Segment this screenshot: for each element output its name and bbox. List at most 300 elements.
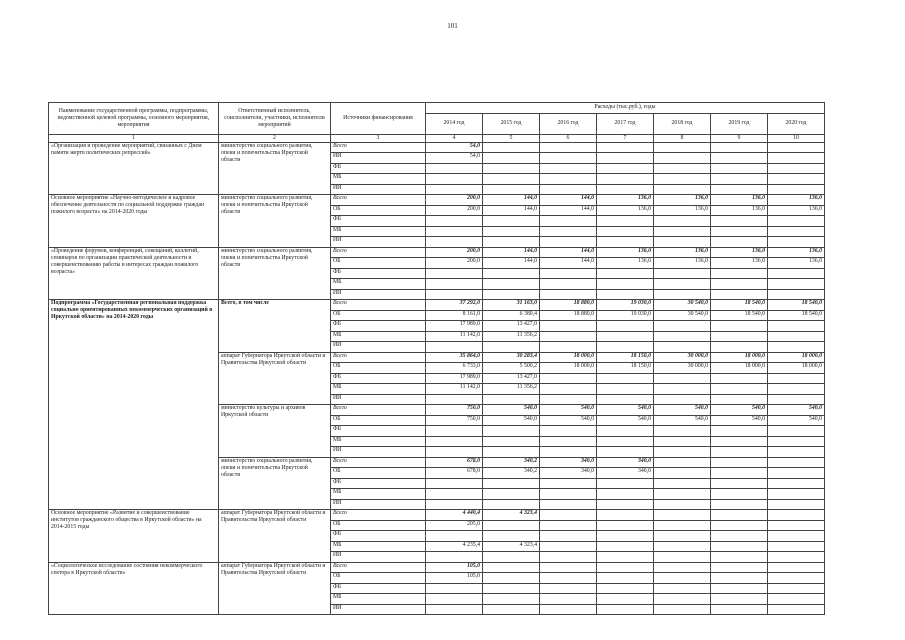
- amount-cell: 6 380,4: [483, 310, 540, 321]
- amount-cell: 144,0: [540, 247, 597, 258]
- amount-cell: [540, 478, 597, 489]
- amount-cell: [597, 394, 654, 405]
- table-row: [49, 510, 825, 521]
- amount-cell: 678,0: [426, 468, 483, 479]
- header-year: 2019 год: [711, 113, 768, 134]
- amount-cell: [483, 436, 540, 447]
- amount-cell: 18 150,0: [597, 363, 654, 374]
- amount-cell: [768, 468, 825, 479]
- amount-cell: [711, 289, 768, 300]
- header-expenses: Расходы (тыс.руб.), годы: [426, 103, 825, 114]
- amount-cell: [483, 499, 540, 510]
- amount-cell: 205,0: [426, 520, 483, 531]
- amount-cell: 18 540,0: [768, 310, 825, 321]
- amount-cell: [768, 489, 825, 500]
- amount-cell: 540,0: [768, 415, 825, 426]
- amount-cell: [711, 510, 768, 521]
- funding-source-cell: Всего: [331, 195, 426, 206]
- amount-cell: [540, 331, 597, 342]
- amount-cell: [654, 447, 711, 458]
- funding-source-cell: ФБ: [331, 216, 426, 227]
- amount-cell: [768, 520, 825, 531]
- amount-cell: [426, 237, 483, 248]
- executor-cell: аппарат Губернатора Иркутской области и Правительства Иркутской области: [219, 352, 331, 405]
- funding-source-cell: ОБ: [331, 520, 426, 531]
- amount-cell: [711, 279, 768, 290]
- amount-cell: [654, 163, 711, 174]
- amount-cell: 540,0: [654, 405, 711, 416]
- amount-cell: [483, 604, 540, 615]
- amount-cell: 4 440,4: [426, 510, 483, 521]
- funding-source-cell: ФБ: [331, 426, 426, 437]
- amount-cell: 750,0: [426, 415, 483, 426]
- amount-cell: [654, 436, 711, 447]
- amount-cell: [597, 583, 654, 594]
- amount-cell: [597, 510, 654, 521]
- amount-cell: 340,2: [483, 457, 540, 468]
- amount-cell: 18 000,0: [711, 352, 768, 363]
- funding-source-cell: ИИ: [331, 604, 426, 615]
- column-index: 8: [654, 134, 711, 142]
- amount-cell: [426, 447, 483, 458]
- amount-cell: [654, 573, 711, 584]
- amount-cell: 144,0: [483, 258, 540, 269]
- header-source: Источники финансирования: [331, 103, 426, 135]
- amount-cell: [483, 279, 540, 290]
- header-executor: Ответственный исполнитель, соисполнители, участники, исполнители мероприятий: [219, 103, 331, 135]
- executor-cell: аппарат Губернатора Иркутской области и Правительства Иркутской области: [219, 510, 331, 563]
- amount-cell: [711, 541, 768, 552]
- program-name-cell: «Проведение форумов, конференций, совещаний, коллегий, семинаров по организации практической деятельности и совершенствованию работы в интересах граждан пожилого возраста»: [49, 247, 219, 300]
- executor-cell: министерство социального развития, опеки и попечительства Иркутской области: [219, 457, 331, 510]
- amount-cell: [426, 604, 483, 615]
- table-body: [49, 142, 825, 615]
- amount-cell: [483, 268, 540, 279]
- amount-cell: 144,0: [540, 195, 597, 206]
- funding-source-cell: МБ: [331, 279, 426, 290]
- amount-cell: [711, 153, 768, 164]
- amount-cell: 54,0: [426, 142, 483, 153]
- amount-cell: [483, 552, 540, 563]
- funding-source-cell: Всего: [331, 510, 426, 521]
- amount-cell: 136,0: [654, 205, 711, 216]
- amount-cell: [654, 373, 711, 384]
- amount-cell: [654, 468, 711, 479]
- program-name-cell: «Социологическое исследование состояния некоммерческого сектора в Иркутской области»: [49, 562, 219, 615]
- funding-source-cell: ИИ: [331, 184, 426, 195]
- amount-cell: [711, 436, 768, 447]
- amount-cell: [426, 174, 483, 185]
- executor-cell: министерство социального развития, опеки и попечительства Иркутской области: [219, 195, 331, 248]
- amount-cell: [483, 342, 540, 353]
- budget-table: [48, 102, 825, 615]
- amount-cell: 18 540,0: [711, 300, 768, 311]
- amount-cell: [654, 541, 711, 552]
- amount-cell: [711, 226, 768, 237]
- funding-source-cell: ОБ: [331, 363, 426, 374]
- amount-cell: [540, 594, 597, 605]
- funding-source-cell: МБ: [331, 436, 426, 447]
- funding-source-cell: ОБ: [331, 205, 426, 216]
- amount-cell: [540, 163, 597, 174]
- amount-cell: [768, 394, 825, 405]
- amount-cell: [768, 510, 825, 521]
- amount-cell: [768, 426, 825, 437]
- amount-cell: [711, 426, 768, 437]
- amount-cell: [426, 478, 483, 489]
- amount-cell: [540, 174, 597, 185]
- amount-cell: [711, 573, 768, 584]
- amount-cell: 4 323,4: [483, 541, 540, 552]
- amount-cell: 750,0: [426, 405, 483, 416]
- amount-cell: 136,0: [597, 205, 654, 216]
- amount-cell: [597, 573, 654, 584]
- table-row: [49, 247, 825, 258]
- amount-cell: [654, 289, 711, 300]
- amount-cell: [597, 226, 654, 237]
- amount-cell: [597, 541, 654, 552]
- amount-cell: [654, 426, 711, 437]
- amount-cell: [768, 321, 825, 332]
- amount-cell: [483, 573, 540, 584]
- funding-source-cell: ИИ: [331, 394, 426, 405]
- amount-cell: 30 540,0: [654, 300, 711, 311]
- amount-cell: 8 161,0: [426, 310, 483, 321]
- amount-cell: 678,0: [426, 457, 483, 468]
- funding-source-cell: ОБ: [331, 468, 426, 479]
- amount-cell: [711, 489, 768, 500]
- amount-cell: [768, 331, 825, 342]
- amount-cell: [654, 562, 711, 573]
- amount-cell: 144,0: [483, 195, 540, 206]
- amount-cell: [483, 583, 540, 594]
- amount-cell: [654, 174, 711, 185]
- column-index: 4: [426, 134, 483, 142]
- funding-source-cell: Всего: [331, 457, 426, 468]
- amount-cell: [654, 226, 711, 237]
- amount-cell: [426, 499, 483, 510]
- funding-source-cell: Всего: [331, 247, 426, 258]
- program-name-cell: Основное мероприятие «Научно-методическое и кадровое обеспечение деятельности по социальной поддержке граждан пожилого возраста» на 2014-2020 годы: [49, 195, 219, 248]
- funding-source-cell: Всего: [331, 142, 426, 153]
- amount-cell: [654, 268, 711, 279]
- funding-source-cell: ФБ: [331, 163, 426, 174]
- amount-cell: 144,0: [540, 205, 597, 216]
- amount-cell: [597, 384, 654, 395]
- amount-cell: [711, 499, 768, 510]
- amount-cell: 105,0: [426, 573, 483, 584]
- amount-cell: [597, 489, 654, 500]
- amount-cell: [711, 478, 768, 489]
- amount-cell: [540, 394, 597, 405]
- amount-cell: 540,0: [540, 415, 597, 426]
- amount-cell: [597, 373, 654, 384]
- table-row: [49, 562, 825, 573]
- funding-source-cell: ФБ: [331, 321, 426, 332]
- funding-source-cell: ИИ: [331, 342, 426, 353]
- amount-cell: 18 000,0: [768, 363, 825, 374]
- amount-cell: [597, 321, 654, 332]
- amount-cell: [483, 163, 540, 174]
- amount-cell: [540, 384, 597, 395]
- amount-cell: [540, 510, 597, 521]
- amount-cell: [597, 163, 654, 174]
- amount-cell: [540, 342, 597, 353]
- header-year: 2018 год: [654, 113, 711, 134]
- amount-cell: 18 150,0: [597, 352, 654, 363]
- amount-cell: 136,0: [597, 247, 654, 258]
- amount-cell: 30 000,0: [654, 352, 711, 363]
- amount-cell: [654, 489, 711, 500]
- amount-cell: 136,0: [768, 195, 825, 206]
- header-year: 2016 год: [540, 113, 597, 134]
- amount-cell: 136,0: [654, 247, 711, 258]
- executor-cell: министерство социального развития, опеки и попечительства Иркутской области: [219, 247, 331, 300]
- amount-cell: 136,0: [768, 205, 825, 216]
- program-name-cell: Основное мероприятие «Развитие и совершенствование институтов гражданского общества в Иркутской области» на 2014-2015 годы: [49, 510, 219, 563]
- amount-cell: [483, 394, 540, 405]
- amount-cell: [711, 520, 768, 531]
- amount-cell: 540,0: [540, 405, 597, 416]
- program-name-cell: «Организация и проведение мероприятий, связанных с Днем памяти жертв политических репрессий»: [49, 142, 219, 195]
- funding-source-cell: Всего: [331, 352, 426, 363]
- amount-cell: 136,0: [654, 258, 711, 269]
- amount-cell: [540, 153, 597, 164]
- amount-cell: [597, 478, 654, 489]
- amount-cell: [483, 594, 540, 605]
- amount-cell: [426, 342, 483, 353]
- amount-cell: [654, 520, 711, 531]
- amount-cell: [768, 573, 825, 584]
- amount-cell: [597, 436, 654, 447]
- column-index: 1: [49, 134, 219, 142]
- amount-cell: 200,0: [426, 195, 483, 206]
- amount-cell: [711, 384, 768, 395]
- amount-cell: [540, 373, 597, 384]
- amount-cell: 18 000,0: [768, 352, 825, 363]
- amount-cell: [768, 342, 825, 353]
- funding-source-cell: Всего: [331, 405, 426, 416]
- amount-cell: [711, 604, 768, 615]
- amount-cell: [426, 583, 483, 594]
- amount-cell: [711, 373, 768, 384]
- amount-cell: [654, 552, 711, 563]
- amount-cell: [597, 562, 654, 573]
- amount-cell: [483, 142, 540, 153]
- amount-cell: 4 235,4: [426, 541, 483, 552]
- amount-cell: [768, 237, 825, 248]
- amount-cell: [711, 594, 768, 605]
- amount-cell: 136,0: [711, 258, 768, 269]
- amount-cell: [483, 184, 540, 195]
- amount-cell: [597, 531, 654, 542]
- funding-source-cell: ФБ: [331, 373, 426, 384]
- amount-cell: [768, 279, 825, 290]
- amount-cell: [540, 142, 597, 153]
- amount-cell: 30 283,4: [483, 352, 540, 363]
- amount-cell: [711, 342, 768, 353]
- amount-cell: 540,0: [711, 405, 768, 416]
- amount-cell: 144,0: [483, 247, 540, 258]
- amount-cell: [483, 478, 540, 489]
- amount-cell: [654, 216, 711, 227]
- funding-source-cell: ИИ: [331, 153, 426, 164]
- amount-cell: [768, 142, 825, 153]
- amount-cell: [711, 531, 768, 542]
- amount-cell: [597, 594, 654, 605]
- funding-source-cell: МБ: [331, 384, 426, 395]
- amount-cell: [654, 331, 711, 342]
- executor-cell: министерство культуры и архивов Иркутской области: [219, 405, 331, 458]
- amount-cell: [426, 552, 483, 563]
- amount-cell: [540, 226, 597, 237]
- header-year: 2014 год: [426, 113, 483, 134]
- funding-source-cell: МБ: [331, 489, 426, 500]
- amount-cell: [597, 499, 654, 510]
- amount-cell: [654, 153, 711, 164]
- amount-cell: [540, 184, 597, 195]
- amount-cell: [768, 594, 825, 605]
- amount-cell: [654, 184, 711, 195]
- amount-cell: [711, 447, 768, 458]
- column-index: 2: [219, 134, 331, 142]
- amount-cell: [483, 531, 540, 542]
- amount-cell: [483, 489, 540, 500]
- amount-cell: 340,2: [483, 468, 540, 479]
- funding-source-cell: ИИ: [331, 552, 426, 563]
- funding-source-cell: Всего: [331, 562, 426, 573]
- amount-cell: [654, 583, 711, 594]
- amount-cell: 540,0: [483, 405, 540, 416]
- amount-cell: [768, 457, 825, 468]
- amount-cell: [540, 216, 597, 227]
- amount-cell: [654, 394, 711, 405]
- funding-source-cell: ФБ: [331, 268, 426, 279]
- amount-cell: [654, 457, 711, 468]
- amount-cell: [711, 321, 768, 332]
- executor-cell: аппарат Губернатора Иркутской области и Правительства Иркутской области: [219, 562, 331, 615]
- amount-cell: [597, 520, 654, 531]
- amount-cell: 136,0: [597, 258, 654, 269]
- page-number: 101: [447, 22, 458, 30]
- amount-cell: [540, 447, 597, 458]
- amount-cell: [483, 289, 540, 300]
- amount-cell: [483, 447, 540, 458]
- funding-source-cell: ИИ: [331, 447, 426, 458]
- amount-cell: 340,0: [540, 457, 597, 468]
- amount-cell: [597, 174, 654, 185]
- amount-cell: [711, 562, 768, 573]
- funding-source-cell: МБ: [331, 331, 426, 342]
- amount-cell: 18 880,0: [540, 300, 597, 311]
- executor-cell: министерство социального развития, опеки и попечительства Иркутской области: [219, 142, 331, 195]
- amount-cell: 540,0: [711, 415, 768, 426]
- amount-cell: [711, 583, 768, 594]
- table-row: [49, 142, 825, 153]
- funding-source-cell: МБ: [331, 174, 426, 185]
- amount-cell: [426, 184, 483, 195]
- amount-cell: 17 989,0: [426, 321, 483, 332]
- funding-source-cell: ИИ: [331, 237, 426, 248]
- amount-cell: [654, 321, 711, 332]
- amount-cell: [540, 489, 597, 500]
- amount-cell: [426, 436, 483, 447]
- funding-source-cell: МБ: [331, 594, 426, 605]
- amount-cell: [711, 268, 768, 279]
- amount-cell: [426, 216, 483, 227]
- header-row-index: [49, 134, 825, 142]
- funding-source-cell: МБ: [331, 541, 426, 552]
- table-row: [49, 300, 825, 311]
- amount-cell: [711, 468, 768, 479]
- amount-cell: [426, 289, 483, 300]
- amount-cell: 136,0: [768, 258, 825, 269]
- amount-cell: [540, 289, 597, 300]
- amount-cell: [426, 489, 483, 500]
- funding-source-cell: МБ: [331, 226, 426, 237]
- amount-cell: [540, 562, 597, 573]
- amount-cell: [540, 499, 597, 510]
- funding-source-cell: Всего: [331, 300, 426, 311]
- amount-cell: [768, 373, 825, 384]
- amount-cell: [654, 142, 711, 153]
- amount-cell: 35 864,0: [426, 352, 483, 363]
- amount-cell: 136,0: [768, 247, 825, 258]
- amount-cell: [597, 426, 654, 437]
- amount-cell: 18 000,0: [711, 363, 768, 374]
- program-name-cell: Подпрограмма «Государственная региональная поддержка социально ориентированных некоммерческих организаций в Иркутской области» на 2014-2020 годы: [49, 300, 219, 510]
- amount-cell: [768, 604, 825, 615]
- table-row: [49, 195, 825, 206]
- amount-cell: 4 323,4: [483, 510, 540, 521]
- amount-cell: [654, 604, 711, 615]
- amount-cell: [426, 594, 483, 605]
- funding-source-cell: ОБ: [331, 258, 426, 269]
- amount-cell: [654, 499, 711, 510]
- amount-cell: 18 000,0: [540, 352, 597, 363]
- column-index: 9: [711, 134, 768, 142]
- amount-cell: [540, 531, 597, 542]
- amount-cell: [768, 384, 825, 395]
- amount-cell: 30 000,0: [654, 363, 711, 374]
- amount-cell: [768, 552, 825, 563]
- amount-cell: 136,0: [654, 195, 711, 206]
- amount-cell: [597, 216, 654, 227]
- amount-cell: [768, 174, 825, 185]
- amount-cell: [426, 394, 483, 405]
- amount-cell: [768, 499, 825, 510]
- amount-cell: [540, 520, 597, 531]
- amount-cell: [426, 163, 483, 174]
- amount-cell: [540, 541, 597, 552]
- column-index: 3: [331, 134, 426, 142]
- amount-cell: [597, 331, 654, 342]
- amount-cell: [768, 447, 825, 458]
- amount-cell: 136,0: [597, 195, 654, 206]
- funding-source-cell: ФБ: [331, 478, 426, 489]
- amount-cell: 31 163,0: [483, 300, 540, 311]
- amount-cell: 5 500,2: [483, 363, 540, 374]
- amount-cell: [597, 142, 654, 153]
- amount-cell: [540, 237, 597, 248]
- amount-cell: [768, 226, 825, 237]
- funding-source-cell: ИИ: [331, 289, 426, 300]
- amount-cell: [711, 331, 768, 342]
- funding-source-cell: ИИ: [331, 499, 426, 510]
- amount-cell: [768, 541, 825, 552]
- amount-cell: 11 142,0: [426, 331, 483, 342]
- amount-cell: [654, 594, 711, 605]
